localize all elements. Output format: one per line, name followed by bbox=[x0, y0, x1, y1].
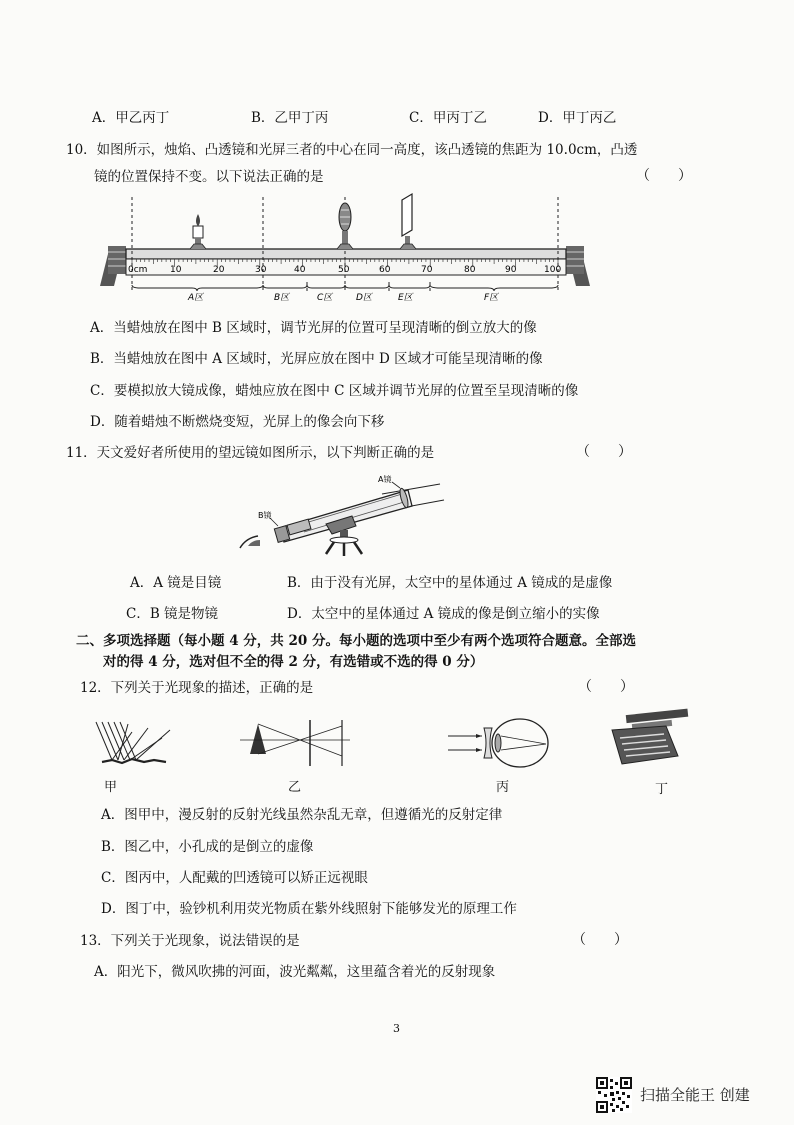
section-2-heading-line2: 对的得 4 分，选对但不全的得 2 分，有选错或不选的得 0 分） bbox=[103, 654, 484, 670]
q11-stem: 11．天文爱好者所使用的望远镜如图所示，以下判断正确的是 bbox=[66, 445, 435, 461]
light-screen bbox=[400, 194, 416, 249]
q12-option-b: B．图乙中，小孔成的是倒立的虚像 bbox=[101, 839, 314, 855]
q10-option-d: D．随着蜡烛不断燃烧变短，光屏上的像会向下移 bbox=[90, 414, 385, 430]
zone-label-a: A区 bbox=[188, 293, 204, 303]
q11-option-a: A．A 镜是目镜 bbox=[130, 575, 222, 591]
ruler-label-50: 50 bbox=[338, 265, 350, 275]
zone-label-c: C区 bbox=[317, 293, 333, 303]
ruler-label-100: 100 bbox=[544, 265, 562, 275]
figure-label-yi: 乙 bbox=[288, 780, 302, 795]
tripod-leg bbox=[354, 542, 362, 554]
q13-option-a: A．阳光下，微风吹拂的河面，波光粼粼，这里蕴含着光的反射现象 bbox=[94, 964, 496, 980]
ruler-label-70: 70 bbox=[421, 265, 433, 275]
q9-option-c: C．甲丙丁乙 bbox=[409, 110, 487, 126]
q10-option-b: B．当蜡烛放在图中 A 区域时，光屏应放在图中 D 区域才可能呈现清晰的像 bbox=[90, 351, 543, 367]
zone-label-f: F区 bbox=[484, 293, 499, 303]
section-2-heading-line1: 二、多项选择题（每小题 4 分，共 20 分。每小题的选项中至少有两个选项符合题意。全部选 bbox=[76, 633, 636, 649]
q13-stem: 13．下列关于光现象，说法错误的是 bbox=[80, 933, 300, 949]
qr-code-icon bbox=[596, 1077, 632, 1113]
figure-yi-pinhole bbox=[236, 720, 354, 770]
zone-label-d: D区 bbox=[356, 293, 372, 303]
ruler-label-80: 80 bbox=[464, 265, 476, 275]
zone-bracket-e bbox=[389, 285, 430, 288]
q9-option-d: D．甲丁丙乙 bbox=[538, 110, 617, 126]
q10-stem-line1: 10．如图所示，烛焰、凸透镜和光屏三者的中心在同一高度，该凸透镜的焦距为 10.0cm，凸透 bbox=[66, 142, 638, 158]
q10-answer-paren: （ ） bbox=[636, 168, 692, 184]
q11-option-b: B．由于没有光屏，太空中的星体通过 A 镜成的是虚像 bbox=[287, 575, 613, 591]
zone-bracket-f bbox=[430, 285, 558, 291]
zone-label-b: B区 bbox=[274, 293, 290, 303]
zone-bracket-b bbox=[263, 285, 307, 288]
concave-lens bbox=[484, 728, 492, 758]
ruler-label-90: 90 bbox=[505, 265, 517, 275]
figure-label-jia: 甲 bbox=[104, 780, 118, 795]
scanner-watermark-text: 扫描全能王 创建 bbox=[640, 1086, 750, 1104]
ruler-label-0: 0cm bbox=[128, 265, 148, 275]
q10-option-c: C．要模拟放大镜成像，蜡烛应放在图中 C 区域并调节光屏的位置至呈现清晰的像 bbox=[90, 383, 579, 399]
mirror-a-label: A镜 bbox=[378, 475, 392, 484]
zone-bracket-d bbox=[345, 285, 389, 288]
figure-bing-eye-lens bbox=[446, 716, 550, 772]
zone-label-e: E区 bbox=[398, 293, 413, 303]
zone-bracket-a bbox=[132, 285, 263, 291]
ruler-label-10: 10 bbox=[170, 265, 182, 275]
q12-option-c: C．图丙中，人配戴的凹透镜可以矫正远视眼 bbox=[101, 870, 368, 886]
convex-lens bbox=[337, 203, 353, 249]
figure-label-bing: 丙 bbox=[496, 780, 510, 795]
zone-bracket-c bbox=[307, 285, 345, 288]
q13-answer-paren: （ ） bbox=[572, 932, 628, 948]
mirror-b-label: B镜 bbox=[258, 511, 272, 520]
bench-rail bbox=[126, 249, 566, 259]
q10-stem-line2: 镜的位置保持不变。以下说法正确的是 bbox=[94, 169, 324, 185]
candle-object bbox=[250, 724, 266, 754]
q12-answer-paren: （ ） bbox=[578, 679, 634, 695]
q9-option-a: A．甲乙丙丁 bbox=[92, 110, 170, 126]
q12-stem: 12．下列关于光现象的描述，正确的是 bbox=[80, 680, 314, 696]
ruler-label-60: 60 bbox=[379, 265, 391, 275]
q9-option-b: B．乙甲丁丙 bbox=[251, 110, 329, 126]
q11-option-d: D．太空中的星体通过 A 镜成的像是倒立缩小的实像 bbox=[287, 606, 600, 622]
bench-left-support bbox=[100, 246, 126, 286]
page-number: 3 bbox=[393, 1022, 400, 1035]
optical-bench-diagram bbox=[80, 192, 610, 304]
figure-ding-money-detector bbox=[608, 708, 692, 768]
q10-option-a: A．当蜡烛放在图中 B 区域时，调节光屏的位置可呈现清晰的倒立放大的像 bbox=[90, 320, 537, 336]
tripod-leg bbox=[326, 542, 334, 554]
ruler-label-20: 20 bbox=[213, 265, 225, 275]
telescope-diagram bbox=[232, 472, 448, 558]
q12-option-a: A．图甲中，漫反射的反射光线虽然杂乱无章，但遵循光的反射定律 bbox=[101, 807, 503, 823]
figure-label-ding: 丁 bbox=[655, 782, 669, 797]
figure-jia-diffuse-reflection bbox=[92, 718, 176, 768]
q11-answer-paren: （ ） bbox=[576, 444, 632, 460]
q12-option-d: D．图丁中，验钞机利用荧光物质在紫外线照射下能够发光的原理工作 bbox=[101, 901, 517, 917]
ruler-label-30: 30 bbox=[255, 265, 267, 275]
bench-right-support bbox=[566, 246, 590, 286]
q11-option-c: C．B 镜是物镜 bbox=[126, 606, 219, 622]
candle bbox=[190, 214, 206, 249]
ruler-label-40: 40 bbox=[294, 265, 306, 275]
